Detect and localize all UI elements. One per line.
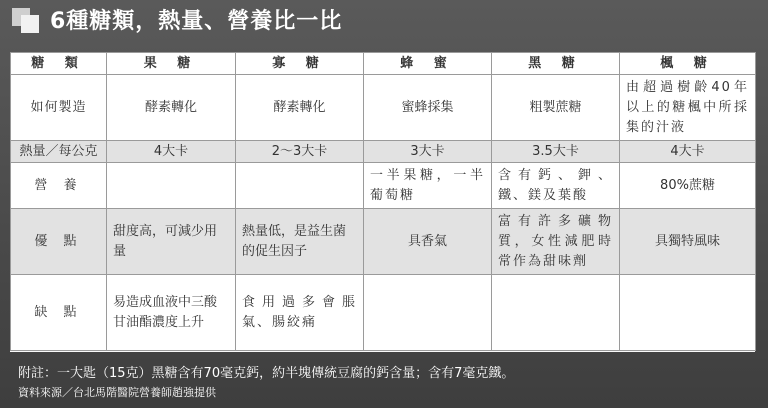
row-label: 營 養	[11, 163, 107, 209]
table-cell: 3大卡	[364, 141, 492, 163]
table-cell: 具香氣	[364, 209, 492, 275]
logo-squares-icon	[12, 8, 42, 32]
table-cell: 具獨特風味	[620, 209, 756, 275]
table-cell: 一半果糖，一半葡萄糖	[364, 163, 492, 209]
table-row	[11, 209, 756, 275]
table-cell: 酵素轉化	[236, 75, 364, 141]
sugar-comparison-table	[10, 52, 756, 351]
header-cell-honey: 蜂 蜜	[364, 53, 492, 75]
table-row	[11, 163, 756, 209]
table-cell: 蜜蜂採集	[364, 75, 492, 141]
table-cell	[492, 275, 620, 351]
table-row	[11, 141, 756, 163]
table-cell: 4大卡	[620, 141, 756, 163]
table-cell: 甜度高，可減少用量	[107, 209, 236, 275]
page-title: 6種糖類，熱量、營養比一比	[50, 9, 343, 34]
header-cell-type: 糖 類	[11, 53, 107, 75]
header-cell-fructose: 果 糖	[107, 53, 236, 75]
row-label: 如何製造	[11, 75, 107, 141]
row-label: 熱量／每公克	[11, 141, 107, 163]
table-row	[11, 75, 756, 141]
row-label: 缺 點	[11, 275, 107, 351]
table-cell: 含有鈣、鉀、鐵、鎂及葉酸	[492, 163, 620, 209]
table-cell: 粗製蔗糖	[492, 75, 620, 141]
table-cell: 富有許多礦物質，女性減肥時常作為甜味劑	[492, 209, 620, 275]
header-cell-maple-sugar: 楓 糖	[620, 53, 756, 75]
header-cell-brown-sugar: 黑 糖	[492, 53, 620, 75]
table-cell: 熱量低，是益生菌的促生因子	[236, 209, 364, 275]
table-cell: 食用過多會脹氣、腸絞痛	[236, 275, 364, 351]
header-cell-oligosaccharide: 寡 糖	[236, 53, 364, 75]
source-credit: 資料來源／台北馬階醫院營養師趙強提供	[18, 386, 216, 399]
table-cell: 4大卡	[107, 141, 236, 163]
table-cell: 2～3大卡	[236, 141, 364, 163]
table-cell: 3.5大卡	[492, 141, 620, 163]
table-cell	[107, 163, 236, 209]
comparison-table-container	[10, 52, 755, 352]
table-cell	[620, 275, 756, 351]
table-cell: 易造成血液中三酸甘油酯濃度上升	[107, 275, 236, 351]
table-cell	[364, 275, 492, 351]
table-cell	[236, 163, 364, 209]
footnote: 附註：一大匙（15克）黑糖含有70毫克鈣，約半塊傳統豆腐的鈣含量；含有7毫克鐵。	[18, 366, 515, 381]
table-header-row	[11, 53, 756, 75]
table-row	[11, 275, 756, 351]
table-cell: 80%蔗糖	[620, 163, 756, 209]
table-cell: 由超過樹齡40年以上的糖楓中所採集的汁液	[620, 75, 756, 141]
row-label: 優 點	[11, 209, 107, 275]
header	[0, 0, 768, 40]
table-cell: 酵素轉化	[107, 75, 236, 141]
